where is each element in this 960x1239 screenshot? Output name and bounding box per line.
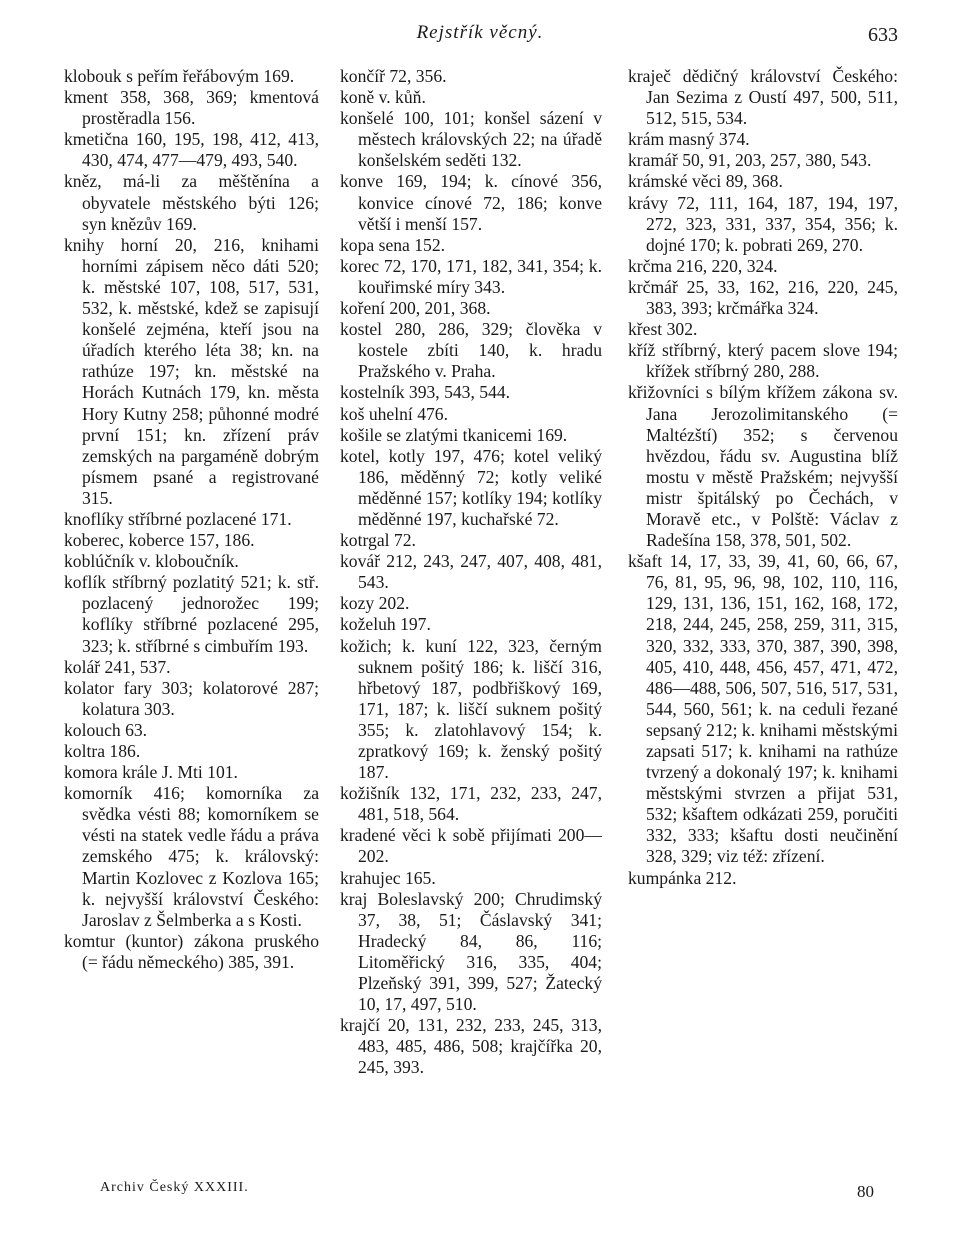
index-entry: kříž stříbrný, který pacem slove 194; křížek stříbrný 280, 288. [628,340,898,382]
index-entry: kožich; k. kuní 122, 323, černým suknem pošitý 186; k. liščí 316, hřbetový 187, podbřiškový 169, 171, 187; k. liščí suknem pošitý 355; k. zlatohlavový 154; k. zpratkový 169; k. ženský pošitý 187. [340,635,602,783]
index-entry: kradené věci k sobě přijímati 200—202. [340,825,602,867]
index-entry: kotel, kotly 197, 476; kotel veliký 186, měděnný 72; kotly veliké měděnné 157; kotlíky 194; kotlíky měděnné 197, kuchařské 72. [340,445,602,529]
index-entry: koně v. kůň. [340,87,426,108]
index-entry: končíř 72, 356. [340,66,447,86]
index-entry: konve 169, 194; k. cínové 356, konvice cínové 72, 186; konve větší i menší 157. [340,171,602,234]
index-entry: korec 72, 170, 171, 182, 341, 354; k. kouřimské míry 343. [340,255,602,297]
index-entry: kožišník 132, 171, 232, 233, 247, 481, 518, 564. [340,783,602,825]
index-entry: komorník 416; komorníka za svědka vésti 88; komorníkem se vésti na statek vedle řádu a práva zemského 475; k. královský: Martin Kozlovec z Kozlova 165; k. nejvyšší království Českého: Jaroslav z Šelmberka a s Kosti. [64,783,319,930]
index-entry: kment 358, 368, 369; kmentová prostěradla 156. [64,87,319,129]
sheet-number: 80 [857,1182,874,1201]
index-entry: krajčí 20, 131, 232, 233, 245, 313, 483, 485, 486, 508; krajčířka 20, 245, 393. [340,1015,602,1078]
running-head: Rejstřík věcný. [416,22,544,43]
index-entry: kolator fary 303; kolatorové 287; kolatura 303. [64,677,319,719]
index-entry: kopa sena 152. [340,234,446,255]
index-entry: kněz, má-li za měštěnína a obyvatele městského býti 126; syn knězův 169. [64,171,319,234]
index-entry: krahujec 165. [340,867,436,888]
index-entry: koflík stříbrný pozlatitý 521; k. stř. pozlacený jednorožec 199; koflíky stříbrné pozlacené 295, 323; k. stříbrné s cimbuřím 193. [64,572,319,656]
index-entry: kmetična 160, 195, 198, 412, 413, 430, 474, 477—479, 493, 540. [64,129,319,171]
index-entry: kotrgal 72. [340,530,416,551]
index-column-2 [340,66,602,1079]
index-column-1 [64,66,319,973]
index-entry: kramář 50, 91, 203, 257, 380, 543. [628,150,872,171]
index-entry: komora krále J. Mti 101. [64,762,238,783]
index-entry: kšaft 14, 17, 33, 39, 41, 60, 66, 67, 76, 81, 95, 96, 98, 102, 110, 116, 129, 131, 136, 151, 162, 168, 172, 218, 244, 245, 258, 259, 311, 315, 320, 332, 333, 370, 387, 390, 398, 405, 410, 448, 456, 457, 471, 472, 486—488, 506, 507, 516, 517, 531, 544, 560, 561; k. na ceduli řezané sepsaný 212; k. knihami městskými zapsati 517; k. knihami na rathúze tvrzený a dokonalý 197; k. knihami městskými stvrzen a přijat 531, 532; kšaftem odkázati 259, poručiti 332, 333; kšaftu dosti neučinění 328, 329; viz též: zřízení. [628,551,898,867]
index-entry: krám masný 374. [628,129,750,150]
index-column-3 [628,66,898,889]
index-entry: krčmář 25, 33, 162, 216, 220, 245, 383, 393; krčmářka 324. [628,276,898,319]
index-entry: kostelník 393, 543, 544. [340,382,511,403]
index-entry: knoflíky stříbrné pozlacené 171. [64,508,292,529]
index-entry: koš uhelní 476. [340,403,449,424]
index-entry: křest 302. [628,319,698,340]
printer-signature: Archiv Český XXXIII. [100,1180,249,1195]
index-entry: koblúčník v. kloboučník. [64,551,239,572]
index-entry: kolář 241, 537. [64,656,171,677]
index-entry: košile se zlatými tkanicemi 169. [340,424,568,445]
index-entry: krávy 72, 111, 164, 187, 194, 197, 272, 323, 331, 337, 354, 356; k. dojné 170; k. pobrati 269, 270. [628,192,898,255]
index-entry: kozy 202. [340,593,410,614]
index-entry: kraječ dědičný království Českého: Jan Sezima z Oustí 497, 500, 511, 512, 515, 534. [628,66,898,129]
index-entry: krčma 216, 220, 324. [628,255,778,276]
index-entry: křižovníci s bílým křížem zákona sv. Jana Jerozolimitanského (= Maltézští) 352; s červenou hvězdou, řádu sv. Augustina blíž mostu v městě Pražském; nejvyšší mistr špitálský po Čechách, v Moravě etc., v Polště: Václav z Radešína 158, 378, 501, 502. [628,382,898,551]
index-entry: knihy horní 20, 216, knihami horními zápisem něco dáti 520; k. městské 107, 108, 517, 531, 532, k. městské, kdež se zapisují konšelé zejména, kteří jsou na úřadích kterého léta 38; kn. na rathúze 197; kn. městské na Horách Kutnách 179, kn. města Hory Kutny 258; půhonné modré první 151; kn. zřízení práv zemských na pargaméně dobrým písmem psané a registrované 315. [64,234,319,508]
page-number: 633 [868,24,898,46]
index-entry: kraj Boleslavský 200; Chrudimský 37, 38, 51; Čáslavský 341; Hradecký 84, 86, 116; Litoměřický 316, 335, 404; Plzeňský 391, 399, 527; Žatecký 10, 17, 497, 510. [340,888,602,1015]
index-entry: kolouch 63. [64,719,148,740]
index-entry: koberec, koberce 157, 186. [64,530,255,551]
index-entry: kostel 280, 286, 329; člověka v kostele zbíti 140, k. hradu Pražského v. Praha. [340,319,602,382]
index-entry: komtur (kuntor) zákona pruského (= řádu německého) 385, 391. [64,930,319,972]
index-entry: koltra 186. [64,741,141,761]
index-entry: kumpánka 212. [628,867,737,888]
index-entry: koření 200, 201, 368. [340,298,491,319]
index-entry: klobouk s peřím řeřábovým 169. [64,66,295,86]
index-entry: krámské věci 89, 368. [628,171,783,192]
index-entry: konšelé 100, 101; konšel sázení v městech královských 22; na úřadě konšelském seděti 132. [340,108,602,171]
index-entry: koželuh 197. [340,614,431,635]
index-entry: kovář 212, 243, 247, 407, 408, 481, 543. [340,551,602,593]
